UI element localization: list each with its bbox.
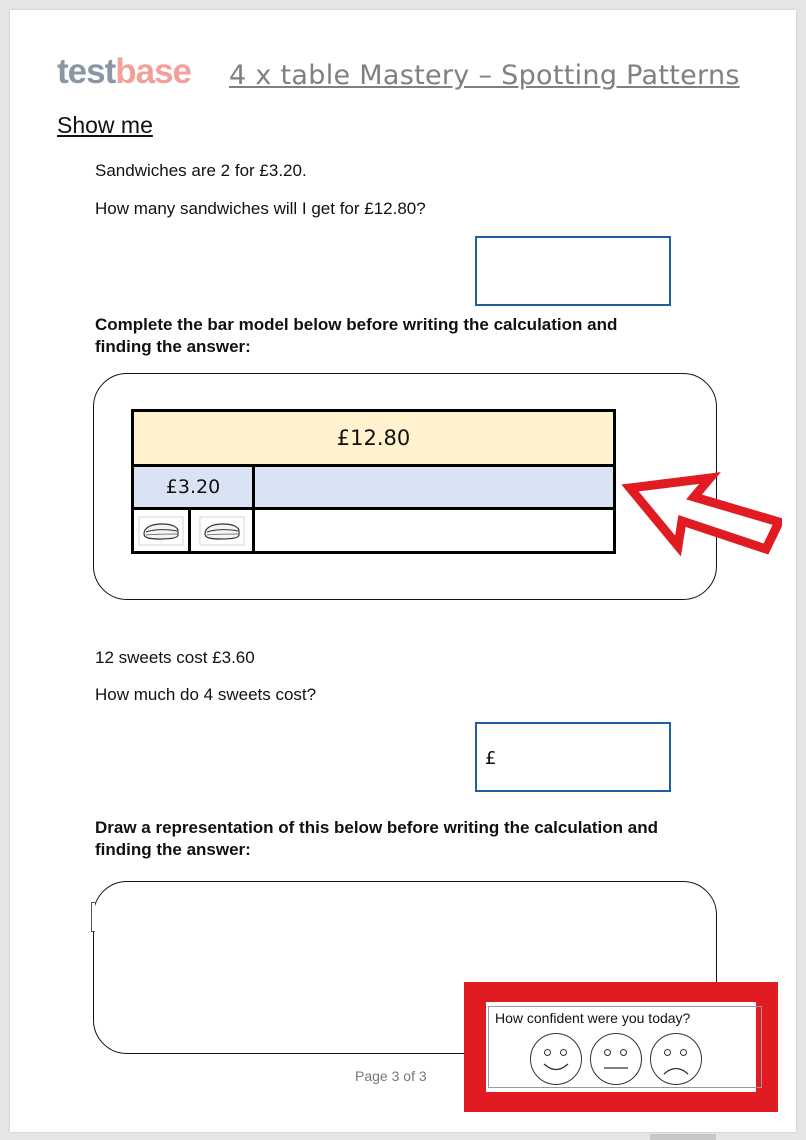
bar-empty-cell[interactable] (252, 507, 616, 554)
confidence-frame (464, 982, 778, 1112)
happy-face-icon[interactable] (530, 1033, 582, 1085)
instruction1-line1: Complete the bar model below before writing the calculation and (95, 315, 618, 334)
section-heading: Show me (57, 112, 153, 138)
pound-sign: £ (485, 748, 497, 769)
sandwich-icon (199, 516, 245, 546)
testbase-logo: testbase (57, 52, 192, 91)
bar-total-cell: £12.80 (131, 409, 616, 467)
sandwich-cell-1 (131, 507, 191, 554)
confidence-prompt: How confident were you today? (495, 1010, 691, 1026)
question1-line1: Sandwiches are 2 for £3.20. (95, 161, 307, 180)
sad-face-icon[interactable] (650, 1033, 702, 1085)
sandwich-icon (138, 516, 184, 546)
instruction1-line2: finding the answer: (95, 337, 251, 356)
instruction2-line2: finding the answer: (95, 840, 251, 859)
instruction2-line1: Draw a representation of this below before writing the calculation and (95, 818, 658, 837)
question2-answer-box[interactable] (475, 722, 671, 792)
neutral-face-icon[interactable] (590, 1033, 642, 1085)
pointing-arrow-icon (620, 465, 782, 560)
worksheet-title: 4 x table Mastery – Spotting Patterns (229, 60, 740, 91)
page-footer: Page 3 of 3 (355, 1068, 427, 1084)
worksheet-page (10, 10, 796, 1132)
question1-line2: How many sandwiches will I get for £12.80? (95, 199, 426, 218)
bar-part-empty-cell[interactable] (252, 464, 616, 510)
bar-part-cell: £3.20 (131, 464, 255, 510)
text-cursor-mark (91, 902, 95, 932)
question2-line2: How much do 4 sweets cost? (95, 685, 317, 704)
confidence-panel (486, 1002, 756, 1092)
horizontal-scrollbar-thumb[interactable] (650, 1134, 716, 1140)
question2-line1: 12 sweets cost £3.60 (95, 648, 255, 667)
sandwich-cell-2 (188, 507, 255, 554)
confidence-inner-box (488, 1006, 762, 1088)
question1-answer-box[interactable] (475, 236, 671, 306)
